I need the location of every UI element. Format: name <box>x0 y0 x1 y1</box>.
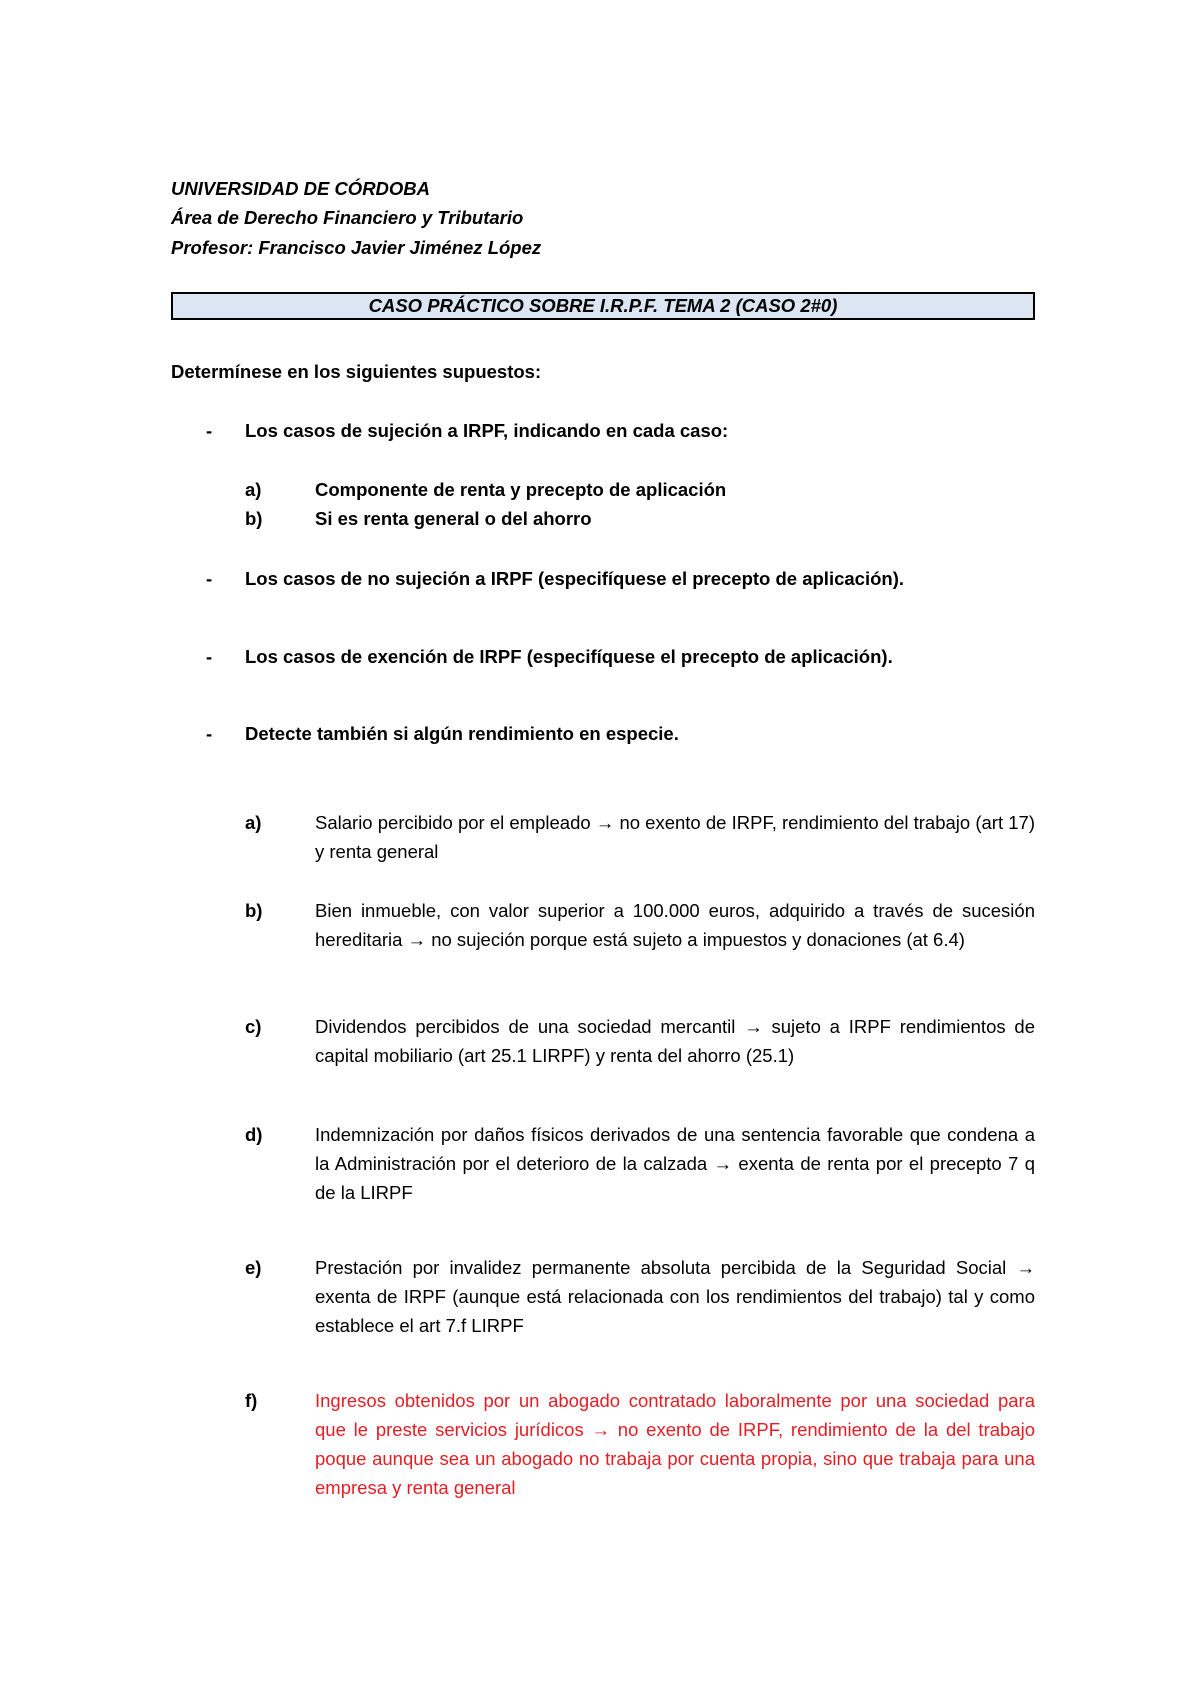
case-answer-text: Prestación por invalidez permanente absoluta percibida de la Seguridad Social → exenta de IRPF (aunque está relacionada con los rendimientos del trabajo) tal y como establece el art 7.f LIRPF <box>315 1257 1035 1336</box>
case-answer-text: Ingresos obtenidos por un abogado contratado laboralmente por una sociedad para que le preste servicios jurídicos → no exento de IRPF, rendimiento de la del trabajo poque aunque sea un abogado no trabaja por cuenta propia, sino que trabaja para una empresa y renta general <box>315 1390 1035 1498</box>
bullet-dash: - <box>206 646 213 667</box>
case-letter: f) <box>245 1390 258 1411</box>
university-name: UNIVERSIDAD DE CÓRDOBA <box>171 178 431 199</box>
case-letter: a) <box>245 812 262 833</box>
case-title-box <box>171 292 1035 320</box>
case-answer-text: Dividendos percibidos de una sociedad mercantil → sujeto a IRPF rendimientos de capital mobiliario (art 25.1 LIRPF) y renta del ahorro (25.1) <box>315 1016 1035 1066</box>
case-answer <box>315 808 1035 866</box>
sub-item-letter: a) <box>245 479 262 500</box>
bullet-dash: - <box>206 723 213 744</box>
sub-item-component: Componente de renta y precepto de aplicación <box>315 479 727 500</box>
case-answer-text: Salario percibido por el empleado → no exento de IRPF, rendimiento del trabajo (art 17) y renta general <box>315 812 1035 862</box>
sub-item-general-ahorro: Si es renta general o del ahorro <box>315 508 592 529</box>
case-answer <box>315 896 1035 954</box>
case-answer-text: Indemnización por daños físicos derivados de una sentencia favorable que condena a la Administración por el deterioro de la calzada → exenta de renta por el precepto 7 q de la LIRPF <box>315 1124 1035 1203</box>
case-title: CASO PRÁCTICO SOBRE I.R.P.F. TEMA 2 (CASO 2#0) <box>368 295 838 316</box>
intro-heading: Determínese en los siguientes supuestos: <box>171 361 542 382</box>
instruction-exencion: Los casos de exención de IRPF (especifíquese el precepto de aplicación). <box>245 646 893 667</box>
bullet-dash: - <box>206 420 213 441</box>
instruction-no-sujecion: Los casos de no sujeción a IRPF (especifíquese el precepto de aplicación). <box>245 568 904 589</box>
case-letter: e) <box>245 1257 262 1278</box>
case-answer <box>315 1120 1035 1207</box>
case-letter: c) <box>245 1016 262 1037</box>
bullet-dash: - <box>206 568 213 589</box>
case-answer-text: Bien inmueble, con valor superior a 100.000 euros, adquirido a través de sucesión hereditaria → no sujeción porque está sujeto a impuestos y donaciones (at 6.4) <box>315 900 1035 950</box>
professor-name: Profesor: Francisco Javier Jiménez López <box>171 237 542 258</box>
department-name: Área de Derecho Financiero y Tributario <box>171 207 524 228</box>
case-letter: d) <box>245 1124 263 1145</box>
case-answer <box>315 1012 1035 1070</box>
case-letter: b) <box>245 900 263 921</box>
case-answer <box>315 1253 1035 1340</box>
case-answer-highlighted <box>315 1386 1035 1502</box>
instruction-sujecion: Los casos de sujeción a IRPF, indicando en cada caso: <box>245 420 729 441</box>
instruction-especie: Detecte también si algún rendimiento en especie. <box>245 723 679 744</box>
sub-item-letter: b) <box>245 508 263 529</box>
